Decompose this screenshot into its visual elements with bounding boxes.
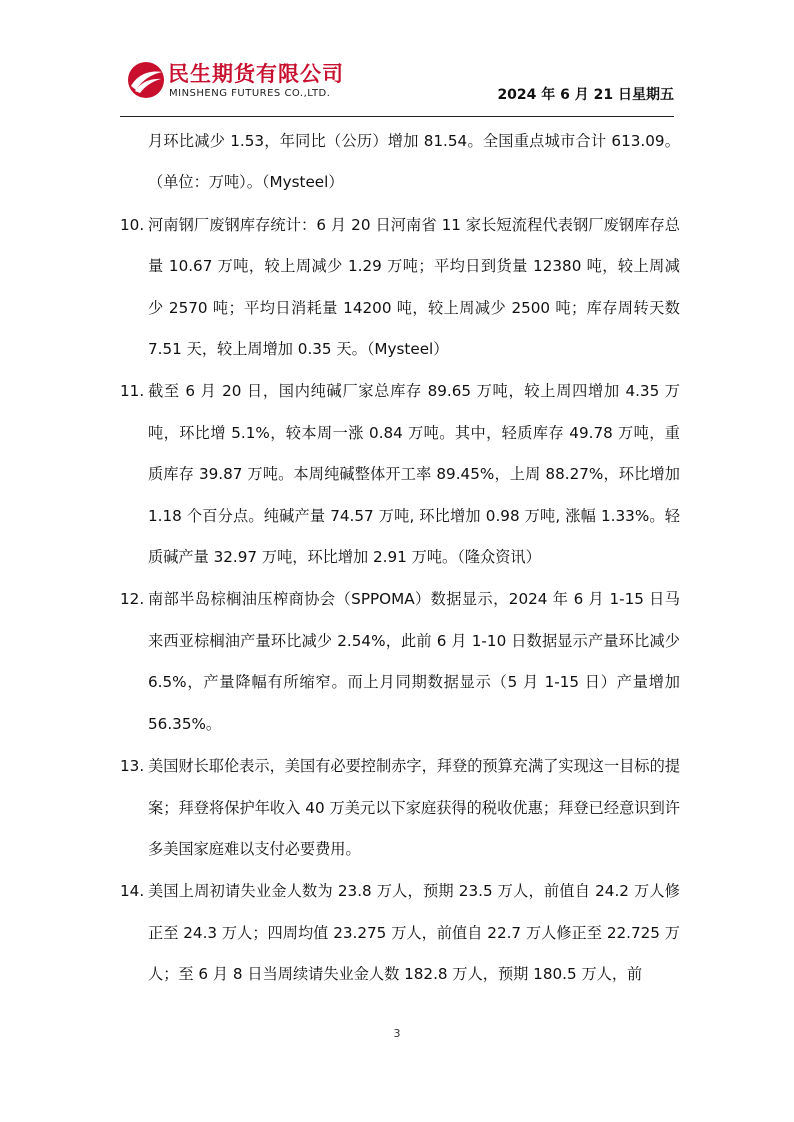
- news-item-number: 10.: [120, 215, 145, 234]
- minsheng-logo-icon: [126, 60, 166, 100]
- news-item-number: 11.: [120, 382, 145, 401]
- company-logo: [126, 56, 366, 102]
- news-item-number: 12.: [120, 590, 145, 609]
- news-item-14: [120, 871, 680, 995]
- page-header: [120, 50, 674, 116]
- header-divider: [120, 116, 674, 117]
- header-date: 2024 年 6 月 21 日星期五: [497, 87, 674, 103]
- logo-english-name: MINSHENG FUTURES CO.,LTD.: [169, 88, 331, 99]
- news-item-text: 月环比减少 1.53，年同比（公历）增加 81.54。全国重点城市合计 613.09。（单位：万吨）。（Mysteel）: [148, 132, 680, 192]
- news-item-13: [120, 746, 680, 870]
- news-item-12: [120, 579, 680, 745]
- news-item-text: 美国上周初请失业金人数为 23.8 万人，预期 23.5 万人，前值自 24.2 万人修正至 24.3 万人；四周均值 23.275 万人，前值自 22.7 万人修正至 22.725 万人；至 6 月 8 日当周续请失业金人数 182.8 万人，预期 180.5 万人，前: [148, 882, 680, 984]
- news-item-10: [120, 205, 680, 371]
- page-number: 3: [393, 1027, 401, 1040]
- news-item-number: 13.: [120, 757, 145, 776]
- news-item-text: 河南钢厂废钢库存统计：6 月 20 日河南省 11 家长短流程代表钢厂废钢库存总量 10.67 万吨，较上周减少 1.29 万吨；平均日到货量 12380 吨，较上周减少 2570 吨；平均日消耗量 14200 吨，较上周减少 2500 吨；库存周转天数 7.51 天，较上周增加 0.35 天。（Mysteel）: [148, 215, 680, 359]
- news-list: [120, 121, 680, 996]
- logo-chinese-name: 民生期货有限公司: [168, 62, 344, 86]
- news-item-number: 14.: [120, 882, 145, 901]
- news-item-continued: [120, 121, 680, 204]
- news-item-text: 南部半岛棕榈油压榨商协会（SPPOMA）数据显示，2024 年 6 月 1-15 日马来西亚棕榈油产量环比减少 2.54%，此前 6 月 1-10 日数据显示产量环比减少 6.5%，产量降幅有所缩窄。而上月同期数据显示（5 月 1-15 日）产量增加 56.35%。: [148, 590, 680, 733]
- news-item-text: 截至 6 月 20 日，国内纯碱厂家总库存 89.65 万吨，较上周四增加 4.35 万吨，环比增 5.1%，较本周一涨 0.84 万吨。其中，轻质库存 49.78 万吨，重质库存 39.87 万吨。本周纯碱整体开工率 89.45%，上周 88.27%，环比增加 1.18 个百分点。纯碱产量 74.57 万吨, 环比增加 0.98 万吨, 涨幅 1.33%。轻质碱产量 32.97 万吨，环比增加 2.91 万吨。（隆众资讯）: [148, 382, 680, 567]
- news-item-11: [120, 371, 680, 578]
- news-item-text: 美国财长耶伦表示，美国有必要控制赤字，拜登的预算充满了实现这一目标的提案；拜登将保护年收入 40 万美元以下家庭获得的税收优惠；拜登已经意识到许多美国家庭难以支付必要费用。: [148, 757, 680, 858]
